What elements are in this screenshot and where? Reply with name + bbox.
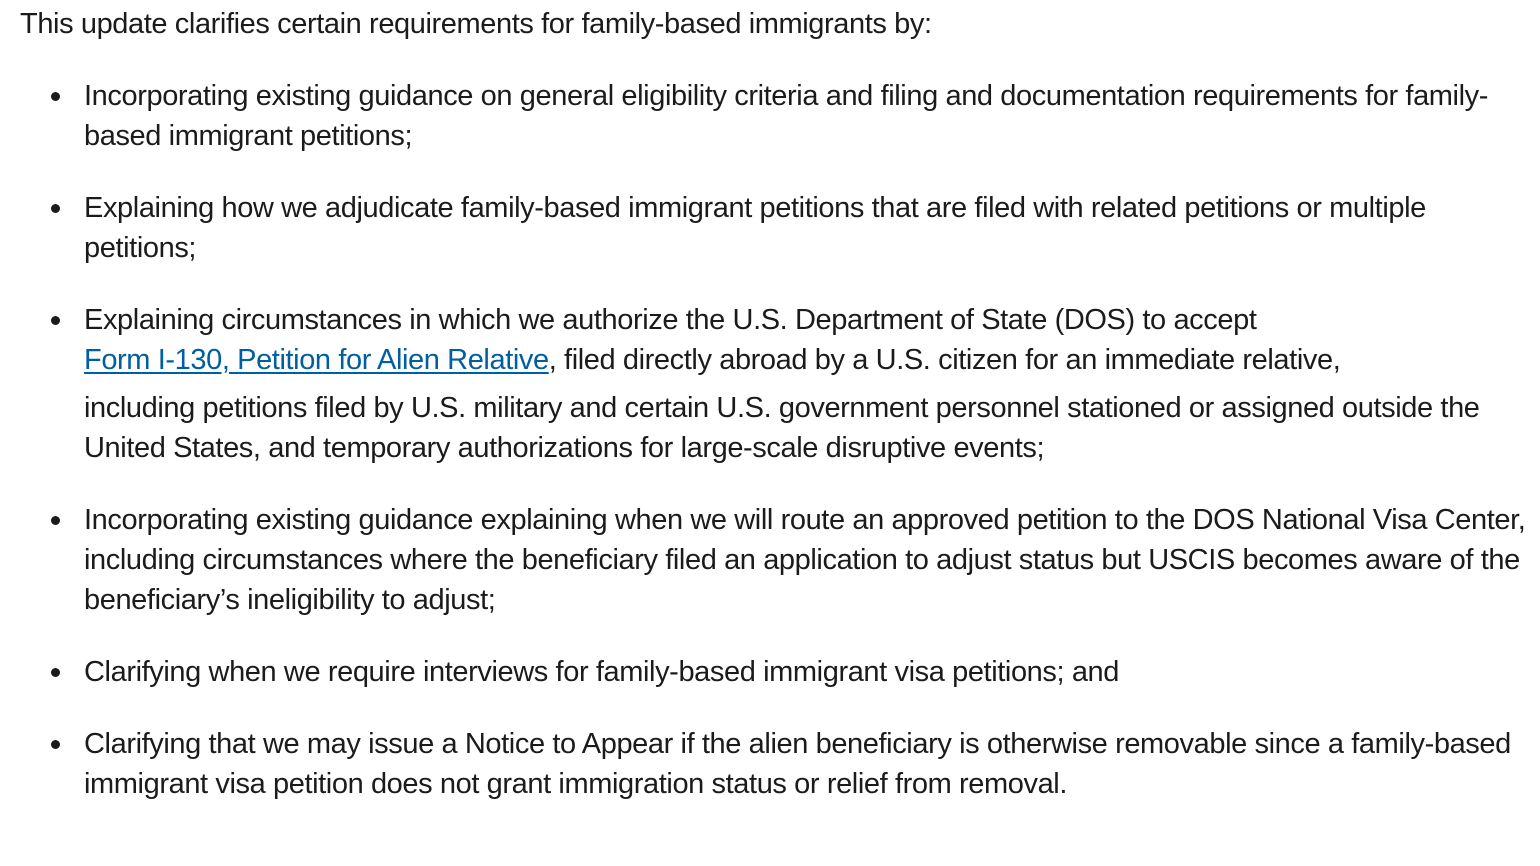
list-item <box>20 76 1532 156</box>
list-item <box>20 500 1532 620</box>
list-item-text: Clarifying when we require interviews for family-based immigrant visa petitions; and <box>84 656 1120 688</box>
list-item-text: Clarifying that we may issue a Notice to Appear if the alien beneficiary is otherwise removable since a family-based immigrant visa petition does not grant immigration status or relief from removal. <box>84 728 1511 800</box>
list-item <box>20 188 1532 268</box>
list-item-text: Incorporating existing guidance on general eligibility criteria and filing and documentation requirements for family-based immigrant petitions; <box>84 80 1488 152</box>
bullet-icon <box>51 740 60 749</box>
list-item <box>20 724 1532 804</box>
bullet-icon <box>51 316 60 325</box>
bullet-icon <box>51 516 60 525</box>
update-bullet-list <box>20 76 1532 804</box>
form-i130-link[interactable]: Form I-130, Petition for Alien Relative <box>84 344 549 376</box>
list-item-text-before-link: Explaining circumstances in which we authorize the U.S. Department of State (DOS) to accept <box>84 304 1257 336</box>
policy-update-content <box>20 4 1532 836</box>
intro-paragraph: This update clarifies certain requirements for family-based immigrants by: <box>20 8 932 40</box>
list-item <box>20 652 1532 692</box>
bullet-icon <box>51 92 60 101</box>
bullet-icon <box>51 204 60 213</box>
list-item-text-after-link: , filed directly abroad by a U.S. citizen for an immediate relative, <box>548 344 1341 376</box>
list-item-text: Incorporating existing guidance explaining when we will route an approved petition to the DOS National Visa Center, including circumstances where the beneficiary filed an application to adjust status but USCIS becomes aware of the beneficiary’s ineligibility to adjust; <box>84 504 1526 616</box>
list-item-text-rest: including petitions filed by U.S. military and certain U.S. government personnel stationed or assigned outside the United States, and temporary authorizations for large-scale disruptive events; <box>84 392 1480 464</box>
bullet-icon <box>51 668 60 677</box>
list-item <box>20 300 1532 468</box>
list-item-text: Explaining how we adjudicate family-based immigrant petitions that are filed with related petitions or multiple petitions; <box>84 192 1426 264</box>
